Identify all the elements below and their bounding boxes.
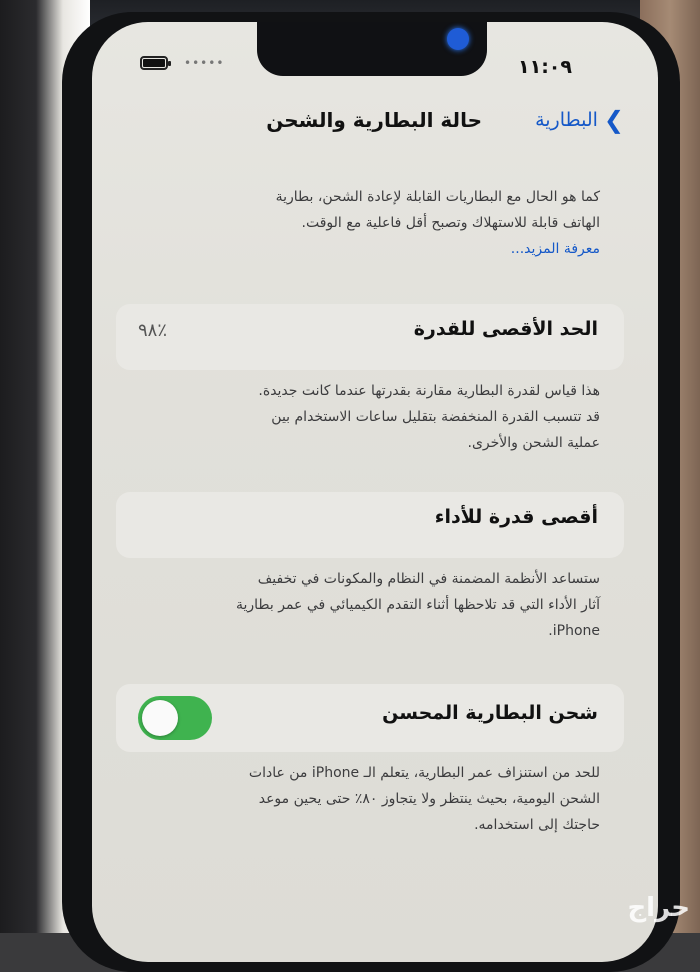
phone-screen: [92, 22, 658, 962]
peak-desc-line-1: ستساعد الأنظمة المضمنة في النظام والمكونات في تخفيف: [257, 571, 600, 587]
peak-desc-line-2: آثار الأداء التي قد تلاحظها أثناء التقدم الكيميائي في عمر بطارية: [235, 597, 600, 613]
peak-performance-row: [116, 492, 624, 558]
status-bar: [92, 22, 658, 78]
max-capacity-value: ٪٩٨: [138, 320, 168, 341]
navigation-bar: [92, 108, 658, 148]
status-time: ١١:٠٩: [518, 56, 572, 78]
optimized-charging-row: [116, 684, 624, 752]
battery-icon: [140, 56, 168, 70]
max-capacity-desc-line-1: هذا قياس لقدرة البطارية مقارنة بقدرتها عندما كانت جديدة.: [258, 383, 600, 399]
max-capacity-description: [258, 378, 600, 456]
toggle-knob: [142, 700, 178, 736]
charging-desc-line-3: حاجتك إلى استخدامه.: [474, 817, 600, 833]
charging-desc-line-1: للحد من استنزاف عمر البطارية، يتعلم الـ iPhone من عادات: [248, 765, 600, 781]
optimized-charging-description: [249, 760, 600, 838]
learn-more-link[interactable]: معرفة المزيد...: [510, 241, 600, 257]
max-capacity-label: الحد الأقصى للقدرة: [413, 318, 598, 340]
charging-desc-line-2: الشحن اليومية، بحيث ينتظر ولا يتجاوز ٨٠٪ حتى يحين موعد: [258, 791, 600, 807]
intro-line-2: الهاتف قابلة للاستهلاك وتصبح أقل فاعلية مع الوقت.: [301, 215, 600, 231]
intro-description: [276, 184, 600, 262]
optimized-charging-label: شحن البطارية المحسن: [382, 702, 598, 724]
chevron-right-icon: ❯: [603, 106, 624, 134]
max-capacity-desc-line-2: قد تتسبب القدرة المنخفضة بتقليل ساعات الاستخدام بين: [271, 409, 600, 425]
back-label: البطارية: [535, 109, 598, 131]
watermark-logo: حراج: [627, 893, 690, 923]
intro-line-1: كما هو الحال مع البطاريات القابلة لإعادة الشحن، بطارية: [275, 189, 600, 205]
signal-icon: •••••: [184, 56, 225, 70]
max-capacity-desc-line-3: عملية الشحن والأخرى.: [467, 435, 600, 451]
peak-performance-label: أقصى قدرة للأداء: [434, 506, 598, 528]
page-title: حالة البطارية والشحن: [266, 108, 482, 132]
peak-performance-description: [236, 566, 600, 644]
peak-desc-line-3: iPhone.: [548, 623, 600, 639]
back-button[interactable]: [535, 108, 624, 132]
optimized-charging-toggle[interactable]: [138, 696, 212, 740]
battery-level: [143, 59, 165, 67]
max-capacity-row: [116, 304, 624, 370]
